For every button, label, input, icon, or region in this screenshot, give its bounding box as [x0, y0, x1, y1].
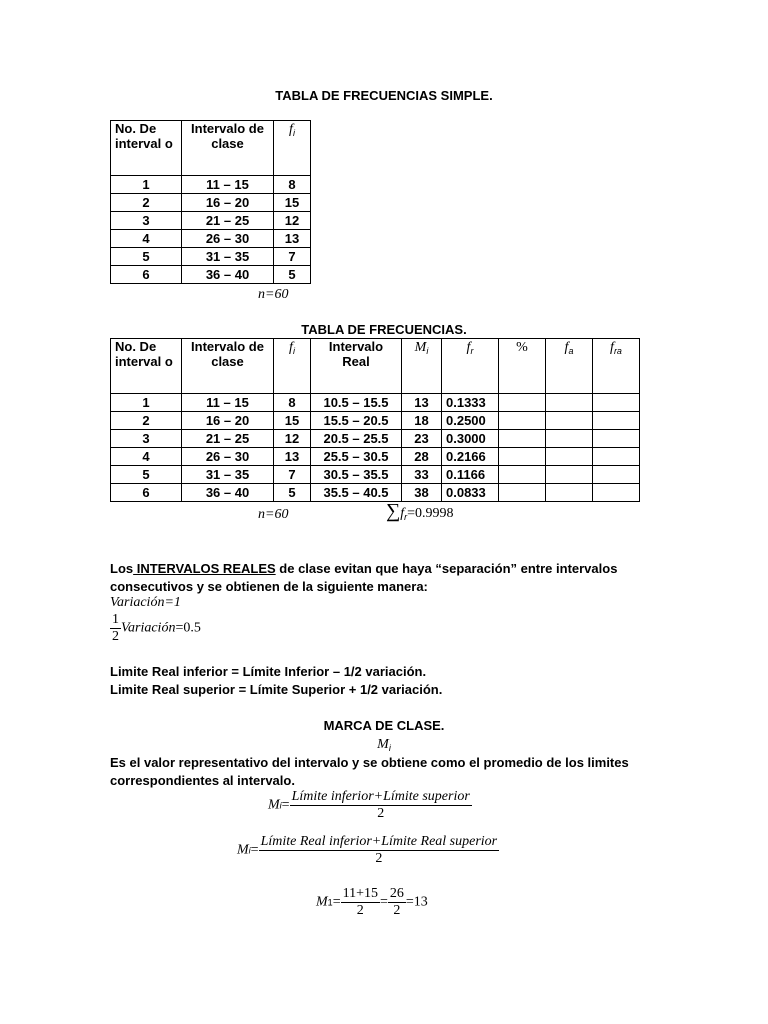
simple-frequency-table [110, 120, 311, 284]
fi-subscript: i [292, 128, 295, 138]
fi-subscript: i [292, 346, 295, 356]
mi-symbol: M [377, 737, 389, 752]
formula-m1-example [316, 886, 428, 919]
table-cell [546, 394, 593, 412]
table-cell: 7 [274, 248, 311, 266]
table-cell: 36 – 40 [182, 484, 274, 502]
table-cell: 0.2500 [442, 412, 499, 430]
fr-subscript: r [470, 346, 474, 356]
table-cell: 0.1333 [442, 394, 499, 412]
table-cell: 1 [111, 394, 182, 412]
table-cell: 4 [111, 230, 182, 248]
limite-real-superior: Limite Real superior = Límite Superior + 1/2 variación. [110, 682, 443, 697]
intervalos-reales-paragraph [110, 560, 630, 596]
table-row [111, 248, 311, 266]
percent-symbol: % [516, 340, 528, 355]
table-row [111, 212, 311, 230]
table-row [111, 448, 640, 466]
table-cell [499, 484, 546, 502]
table-cell: 5 [111, 248, 182, 266]
header-mi [402, 339, 442, 394]
formula-lhs-sub: i [248, 845, 251, 856]
table-cell: 0.0833 [442, 484, 499, 502]
table-cell [499, 430, 546, 448]
table-cell: 2 [111, 412, 182, 430]
half-fraction [110, 612, 121, 645]
frequency-table [110, 338, 640, 502]
table-cell: 8 [274, 394, 311, 412]
table-cell: 31 – 35 [182, 248, 274, 266]
sigma-symbol: ∑ [386, 500, 401, 522]
table-cell: 26 – 30 [182, 448, 274, 466]
header-fa [546, 339, 593, 394]
fi-symbol: f [289, 340, 293, 355]
para-rest: de clase evitan que haya “separación” entre intervalos consecutivos y se obtienen de la siguiente manera: [110, 561, 618, 594]
fa-symbol: f [564, 340, 569, 355]
table-cell: 31 – 35 [182, 466, 274, 484]
table-cell: 26 – 30 [182, 230, 274, 248]
formula-mi-limites-reales [237, 834, 499, 867]
table-row [111, 394, 640, 412]
table-cell: 5 [274, 266, 311, 284]
table-row [111, 430, 640, 448]
fr-symbol: f [466, 340, 471, 355]
table-cell: 0.3000 [442, 430, 499, 448]
table-cell: 5 [111, 466, 182, 484]
table-cell: 0.2166 [442, 448, 499, 466]
sum-f-subscript: r [404, 512, 408, 522]
sum-value: =0.9998 [407, 506, 454, 521]
table-cell: 36 – 40 [182, 266, 274, 284]
table-cell: 13 [274, 230, 311, 248]
header-no-intervalo: No. De interval o [111, 339, 182, 394]
mi-symbol: M [414, 340, 427, 355]
table-cell: 25.5 – 30.5 [311, 448, 402, 466]
table-cell: 16 – 20 [182, 412, 274, 430]
table1-title: TABLA DE FRECUENCIAS SIMPLE. [275, 88, 493, 103]
table-cell: 0.1166 [442, 466, 499, 484]
table-cell [499, 394, 546, 412]
table-header-row [111, 339, 640, 394]
n-total: n=60 [258, 287, 289, 302]
table-row [111, 194, 311, 212]
table-cell: 15 [274, 412, 311, 430]
equals-sign: = [250, 842, 259, 858]
equals-sign: = [281, 797, 290, 813]
fraction-numerator: 1 [112, 612, 119, 627]
table-cell: 33 [402, 466, 442, 484]
mi-subscript: i [388, 743, 391, 753]
limite-real-inferior: Limite Real inferior = Límite Inferior – 1/2 variación. [110, 664, 427, 679]
intervalos-reales-term: INTERVALOS REALES [133, 561, 276, 576]
table-cell: 35.5 – 40.5 [311, 484, 402, 502]
fraction-denominator: 2 [375, 851, 383, 866]
table-cell: 15 [274, 194, 311, 212]
table-cell [593, 448, 640, 466]
fraction-denominator: 2 [112, 629, 119, 644]
marca-title: MARCA DE CLASE. [323, 718, 445, 733]
fraction-denominator: 2 [356, 903, 364, 918]
table-row [111, 230, 311, 248]
table2-title: TABLA DE FRECUENCIAS. [301, 322, 467, 337]
para-prefix: Los [110, 561, 134, 576]
formula-lhs: M [268, 797, 280, 813]
table-cell: 28 [402, 448, 442, 466]
table-cell [546, 448, 593, 466]
formula-mi-limites [268, 789, 472, 822]
formula-lhs-sub: 1 [327, 897, 333, 908]
table-cell: 12 [274, 212, 311, 230]
fi-symbol: f [289, 122, 293, 137]
equals-sign: = [379, 894, 388, 910]
variacion-label: Variación [121, 620, 176, 636]
example-fraction-2 [388, 886, 406, 919]
table-cell: 4 [111, 448, 182, 466]
formula-fraction [259, 834, 500, 867]
fra-symbol: f [610, 340, 614, 355]
table1-total [258, 287, 288, 303]
fra-subscript: ra [613, 346, 622, 356]
header-fi [274, 121, 311, 176]
sum-f-symbol: f [400, 506, 405, 521]
header-fi [274, 339, 311, 394]
table-cell: 13 [274, 448, 311, 466]
table-cell: 1 [111, 176, 182, 194]
mi-subscript: i [426, 346, 429, 356]
formula-lhs: M [316, 894, 328, 910]
table-cell: 21 – 25 [182, 430, 274, 448]
table-cell: 6 [111, 484, 182, 502]
table-cell [546, 484, 593, 502]
mi-symbol-line [0, 735, 768, 753]
table-cell: 16 – 20 [182, 194, 274, 212]
table2-body [111, 394, 640, 502]
marca-description: Es el valor representativo del intervalo y se obtiene como el promedio de los limites correspondientes al intervalo. [110, 755, 629, 788]
header-fra [593, 339, 640, 394]
header-intervalo-clase: Intervalo de clase [182, 121, 274, 176]
table-cell: 38 [402, 484, 442, 502]
table-cell [593, 412, 640, 430]
table-cell: 5 [274, 484, 311, 502]
table-cell [593, 394, 640, 412]
header-intervalo-clase: Intervalo de clase [182, 339, 274, 394]
table-cell: 6 [111, 266, 182, 284]
table-cell: 10.5 – 15.5 [311, 394, 402, 412]
table-row [111, 466, 640, 484]
table-cell [593, 430, 640, 448]
formula-lhs-sub: i [279, 800, 282, 811]
equals-sign: = [332, 894, 341, 910]
table-cell: 20.5 – 25.5 [311, 430, 402, 448]
table-cell [499, 412, 546, 430]
table-cell [499, 466, 546, 484]
header-percent [499, 339, 546, 394]
header-fr [442, 339, 499, 394]
table-row [111, 176, 311, 194]
variacion-value: =0.5 [175, 620, 201, 636]
fraction-denominator: 2 [377, 806, 385, 821]
formula-fraction [290, 789, 472, 822]
table-cell [546, 466, 593, 484]
fa-subscript: a [568, 346, 574, 356]
table2-total-n [258, 505, 288, 523]
fraction-numerator: Límite inferior+Límite superior [291, 789, 470, 804]
table-cell: 7 [274, 466, 311, 484]
table-cell [546, 412, 593, 430]
table-row [111, 484, 640, 502]
n-total: n=60 [258, 507, 289, 522]
fraction-numerator: 26 [389, 886, 404, 901]
table-row [111, 412, 640, 430]
table-cell [593, 484, 640, 502]
example-result: =13 [405, 894, 428, 910]
table-cell [546, 430, 593, 448]
table-cell: 30.5 – 35.5 [311, 466, 402, 484]
table-cell: 3 [111, 430, 182, 448]
fraction-denominator: 2 [393, 903, 401, 918]
formula-lhs: M [237, 842, 249, 858]
table1-body [111, 176, 311, 284]
fraction-numerator: 11+15 [342, 886, 378, 901]
table-cell: 21 – 25 [182, 212, 274, 230]
table-cell: 2 [111, 194, 182, 212]
variacion-line: Variación=1 [110, 595, 181, 610]
table-cell: 11 – 15 [182, 176, 274, 194]
table-cell: 11 – 15 [182, 394, 274, 412]
fraction-numerator: Límite Real inferior+Límite Real superior [260, 834, 498, 849]
table-cell: 15.5 – 20.5 [311, 412, 402, 430]
table-cell: 3 [111, 212, 182, 230]
half-variacion-line [110, 612, 201, 645]
header-no-intervalo: No. De interval o [111, 121, 182, 176]
table-cell: 18 [402, 412, 442, 430]
table-cell: 8 [274, 176, 311, 194]
table-cell: 23 [402, 430, 442, 448]
table-cell: 12 [274, 430, 311, 448]
table-cell [593, 466, 640, 484]
table-cell [499, 448, 546, 466]
table-row [111, 266, 311, 284]
table-header-row [111, 121, 311, 176]
table-cell: 13 [402, 394, 442, 412]
table2-sum-fr [386, 500, 454, 523]
header-intervalo-real: Intervalo Real [311, 339, 402, 394]
example-fraction-1 [341, 886, 380, 919]
